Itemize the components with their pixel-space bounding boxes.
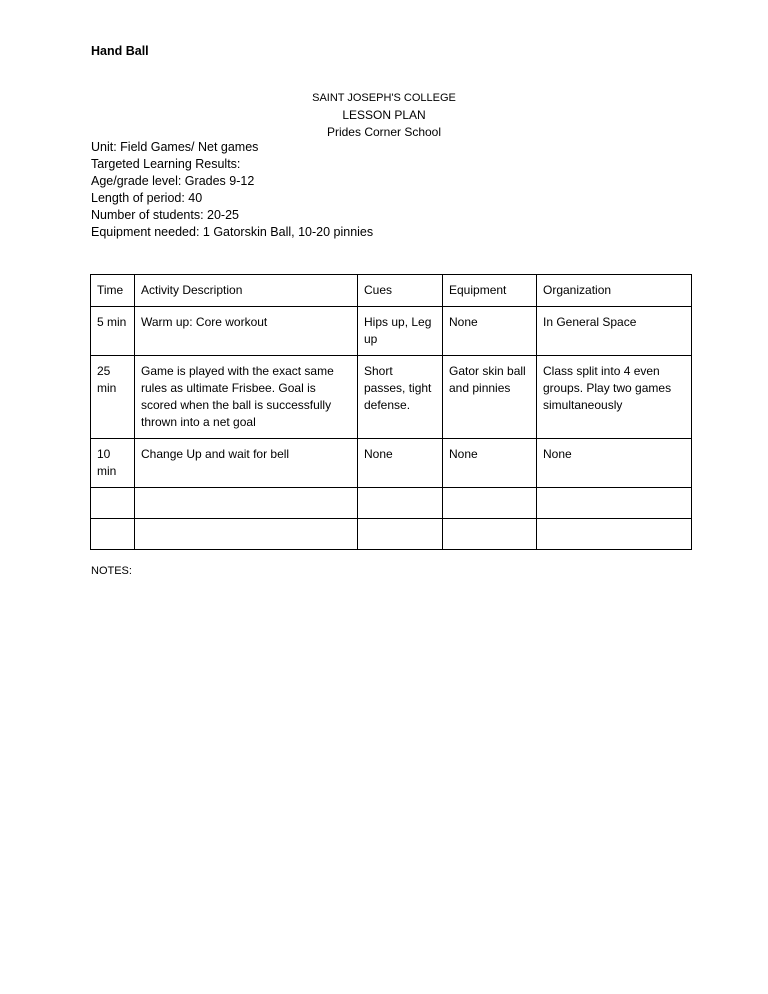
table-header-row bbox=[91, 275, 692, 307]
student-count-line: Number of students: 20-25 bbox=[91, 208, 239, 222]
cell-cues: Hips up, Leg up bbox=[358, 307, 443, 356]
document-type: LESSON PLAN bbox=[342, 108, 426, 122]
table-row bbox=[91, 356, 692, 439]
notes-label: NOTES: bbox=[91, 565, 132, 577]
table-row bbox=[91, 307, 692, 356]
cell-activity bbox=[135, 519, 358, 550]
cell-organization: None bbox=[537, 439, 692, 488]
cell-activity: Change Up and wait for bell bbox=[135, 439, 358, 488]
cell-time: 10 min bbox=[91, 439, 135, 488]
cell-organization: In General Space bbox=[537, 307, 692, 356]
cell-organization: Class split into 4 even groups. Play two games simultaneously bbox=[537, 356, 692, 439]
targeted-results-line: Targeted Learning Results: bbox=[91, 157, 241, 171]
header-equipment: Equipment bbox=[443, 275, 537, 307]
cell-time bbox=[91, 519, 135, 550]
cell-organization bbox=[537, 488, 692, 519]
lesson-info bbox=[91, 139, 373, 241]
age-grade-line: Age/grade level: Grades 9-12 bbox=[91, 174, 255, 188]
period-length-line: Length of period: 40 bbox=[91, 191, 203, 205]
header-time: Time bbox=[91, 275, 135, 307]
table-row-empty bbox=[91, 488, 692, 519]
cell-cues: Short passes, tight defense. bbox=[358, 356, 443, 439]
cell-activity: Game is played with the exact same rules as ultimate Frisbee. Goal is scored when the ball is successfully thrown into a net goal bbox=[135, 356, 358, 439]
cell-cues bbox=[358, 488, 443, 519]
cell-equipment: Gator skin ball and pinnies bbox=[443, 356, 537, 439]
cell-cues: None bbox=[358, 439, 443, 488]
header-organization: Organization bbox=[537, 275, 692, 307]
cell-activity bbox=[135, 488, 358, 519]
cell-organization bbox=[537, 519, 692, 550]
cell-activity: Warm up: Core workout bbox=[135, 307, 358, 356]
header-activity: Activity Description bbox=[135, 275, 358, 307]
cell-cues bbox=[358, 519, 443, 550]
school-name: Prides Corner School bbox=[326, 125, 442, 139]
page-title: Hand Ball bbox=[91, 44, 149, 58]
unit-line: Unit: Field Games/ Net games bbox=[91, 140, 259, 154]
cell-time: 25 min bbox=[91, 356, 135, 439]
document-header bbox=[0, 90, 768, 141]
cell-equipment: None bbox=[443, 439, 537, 488]
cell-equipment: None bbox=[443, 307, 537, 356]
college-name: SAINT JOSEPH'S COLLEGE bbox=[312, 92, 456, 104]
cell-equipment bbox=[443, 519, 537, 550]
cell-time bbox=[91, 488, 135, 519]
table-row bbox=[91, 439, 692, 488]
cell-equipment bbox=[443, 488, 537, 519]
cell-time: 5 min bbox=[91, 307, 135, 356]
table-row-empty bbox=[91, 519, 692, 550]
lesson-plan-table bbox=[90, 274, 692, 550]
header-cues: Cues bbox=[358, 275, 443, 307]
equipment-line: Equipment needed: 1 Gatorskin Ball, 10-20 pinnies bbox=[91, 225, 374, 239]
